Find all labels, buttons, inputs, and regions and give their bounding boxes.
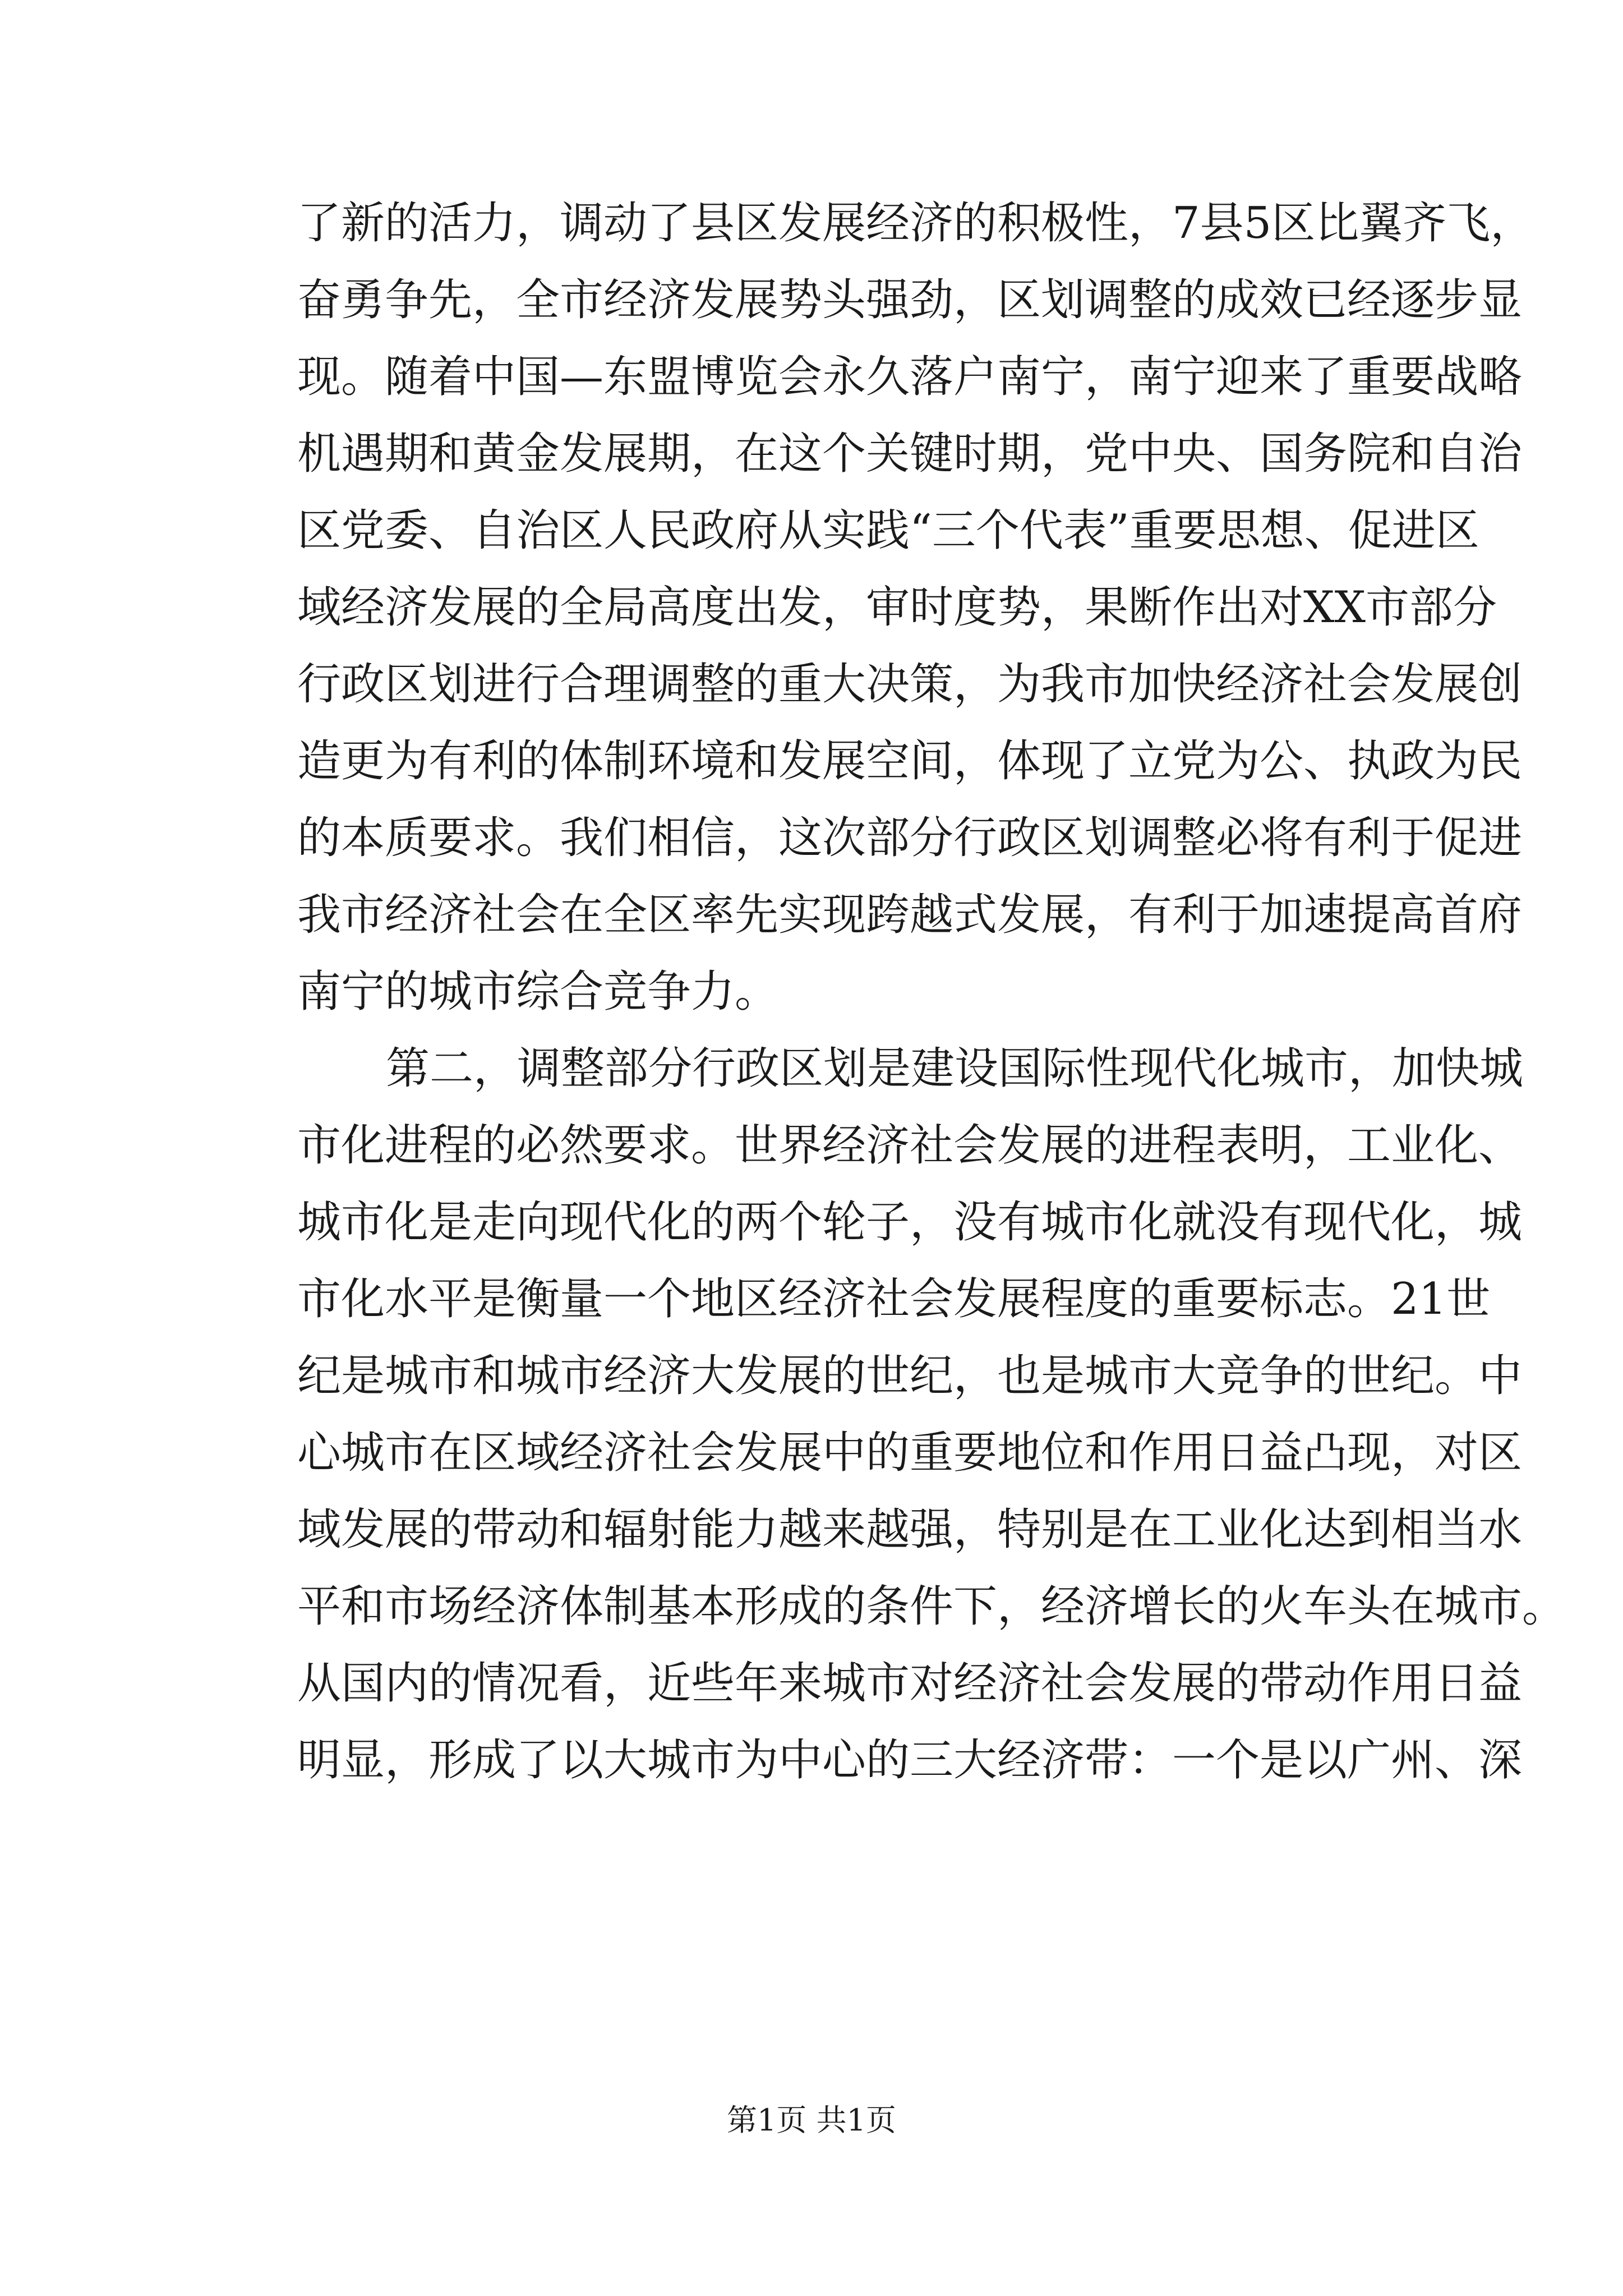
body-text (297, 185, 1566, 1799)
text-line: 的本质要求。我们相信，这次部分行政区划调整必将有利于促进 (297, 813, 1523, 863)
text-line: 平和市场经济体制基本形成的条件下，经济增长的火车头在城市。 (297, 1581, 1566, 1632)
text-line: 区党委、自治区人民政府从实践“三个代表”重要思想、促进区 (297, 505, 1479, 556)
text-line: 明显，形成了以大城市为中心的三大经济带：一个是以广州、深 (297, 1735, 1523, 1786)
text-line: 南宁的城市综合竞争力。 (297, 967, 779, 1017)
text-line: 市化水平是衡量一个地区经济社会发展程度的重要标志。21世 (297, 1274, 1491, 1324)
text-line: 行政区划进行合理调整的重大决策，为我市加快经济社会发展创 (297, 659, 1523, 710)
text-line: 从国内的情况看，近些年来城市对经济社会发展的带动作用日益 (297, 1658, 1523, 1709)
text-line: 第二，调整部分行政区划是建设国际性现代化城市，加快城 (386, 1043, 1524, 1094)
text-line: 奋勇争先，全市经济发展势头强劲，区划调整的成效已经逐步显 (297, 275, 1523, 325)
page-footer: 第1页 共1页 (727, 2102, 896, 2138)
text-line: 机遇期和黄金发展期，在这个关键时期，党中央、国务院和自治 (297, 429, 1523, 479)
text-line: 造更为有利的体制环境和发展空间，体现了立党为公、执政为民 (297, 736, 1523, 786)
text-line: 城市化是走向现代化的两个轮子，没有城市化就没有现代化，城 (297, 1197, 1523, 1248)
text-line: 现。随着中国—东盟博览会永久落户南宁，南宁迎来了重要战略 (297, 352, 1523, 402)
text-line: 域经济发展的全局高度出发，审时度势，果断作出对XX市部分 (297, 582, 1497, 633)
text-line: 域发展的带动和辐射能力越来越强，特别是在工业化达到相当水 (297, 1504, 1523, 1555)
text-line: 心城市在区域经济社会发展中的重要地位和作用日益凸现，对区 (297, 1428, 1523, 1478)
text-line: 了新的活力，调动了县区发展经济的积极性，7县5区比翼齐飞， (297, 198, 1534, 249)
text-line: 纪是城市和城市经济大发展的世纪，也是城市大竞争的世纪。中 (297, 1351, 1523, 1401)
text-line: 我市经济社会在全区率先实现跨越式发展，有利于加速提高首府 (297, 890, 1523, 940)
text-line: 市化进程的必然要求。世界经济社会发展的进程表明，工业化、 (297, 1120, 1523, 1171)
